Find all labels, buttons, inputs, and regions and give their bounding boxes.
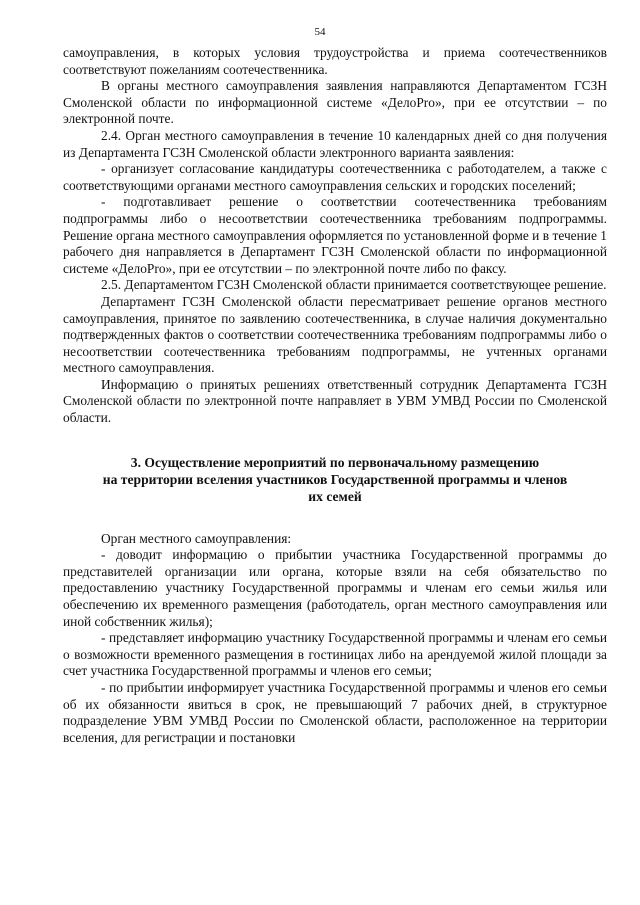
paragraph: - представляет информацию участнику Государственной программы и членам его семьи о возможности временного размещения в гостиницах либо на арендуемой жилой площади за счет участника Государственной программы и членов его семьи;	[63, 630, 607, 679]
paragraph: 2.5. Департаментом ГСЗН Смоленской области принимается соответствующее решение.	[101, 277, 607, 293]
section-heading-line: 3. Осуществление мероприятий по первоначальному размещению	[130, 454, 540, 470]
paragraph: Информацию о принятых решениях ответственный сотрудник Департамента ГСЗН Смоленской области по электронной почте направляет в УВМ УМВД России по Смоленской области.	[63, 376, 607, 426]
document-body	[63, 45, 607, 746]
section-heading	[63, 454, 607, 505]
paragraph: Департамент ГСЗН Смоленской области пересматривает решение органов местного самоуправления, принятое по заявлению соотечественника, в случае наличия документально подтвержденных фактов о соответствии соотечественника требованиям подпрограммы либо о несоответствии соотечественника требованиям подпрограммы, не учтенных органами местного самоуправления.	[63, 293, 607, 376]
paragraph: В органы местного самоуправления заявления направляются Департаментом ГСЗН Смоленской области по информационной системе «ДелоPro», при ее отсутствии – по электронной почте.	[63, 78, 607, 127]
paragraph: 2.4. Орган местного самоуправления в течение 10 календарных дней со дня получения из Департамента ГСЗН Смоленской области электронного варианта заявления:	[63, 127, 607, 160]
paragraph: самоуправления, в которых условия трудоустройства и приема соотечественников соответствуют пожеланиям соотечественника.	[63, 45, 607, 77]
page-number: 54	[314, 26, 326, 38]
paragraph: - подготавливает решение о соответствии соотечественника требованиям подпрограммы либо о несоответствии соотечественника требованиям подпрограммы. Решение органа местного самоуправления оформляется по установленной форме и в течение 1 рабочего дня направляется в Департамент ГСЗН Смоленской области по информационной системе «ДелоPro», при ее отсутствии – по электронной почте либо по факсу.	[63, 194, 607, 276]
section-heading-line: на территории вселения участников Государственной программы и членов	[102, 471, 568, 487]
paragraph: Орган местного самоуправления:	[101, 530, 292, 546]
paragraph: - по прибытии информирует участника Государственной программы и членов его семьи об их обязанности явиться в срок, не превышающий 7 рабочих дней, в структурное подразделение УВМ УМВД России по Смоленской области, расположенное на территории вселения, для регистрации и постановки	[63, 680, 607, 745]
section-heading-line: их семей	[308, 488, 362, 504]
paragraph: - организует согласование кандидатуры соотечественника с работодателем, а также с соответствующими органами местного самоуправления сельских и городских поселений;	[63, 161, 607, 193]
paragraph: - доводит информацию о прибытии участника Государственной программы до представителей организации или органа, которые взяли на себя обязательство по предоставлению участнику Государственной программы и членам его семьи жилья или обеспечению их временного размещения (работодатель, орган местного самоуправления или иной собственник жилья);	[63, 547, 607, 629]
